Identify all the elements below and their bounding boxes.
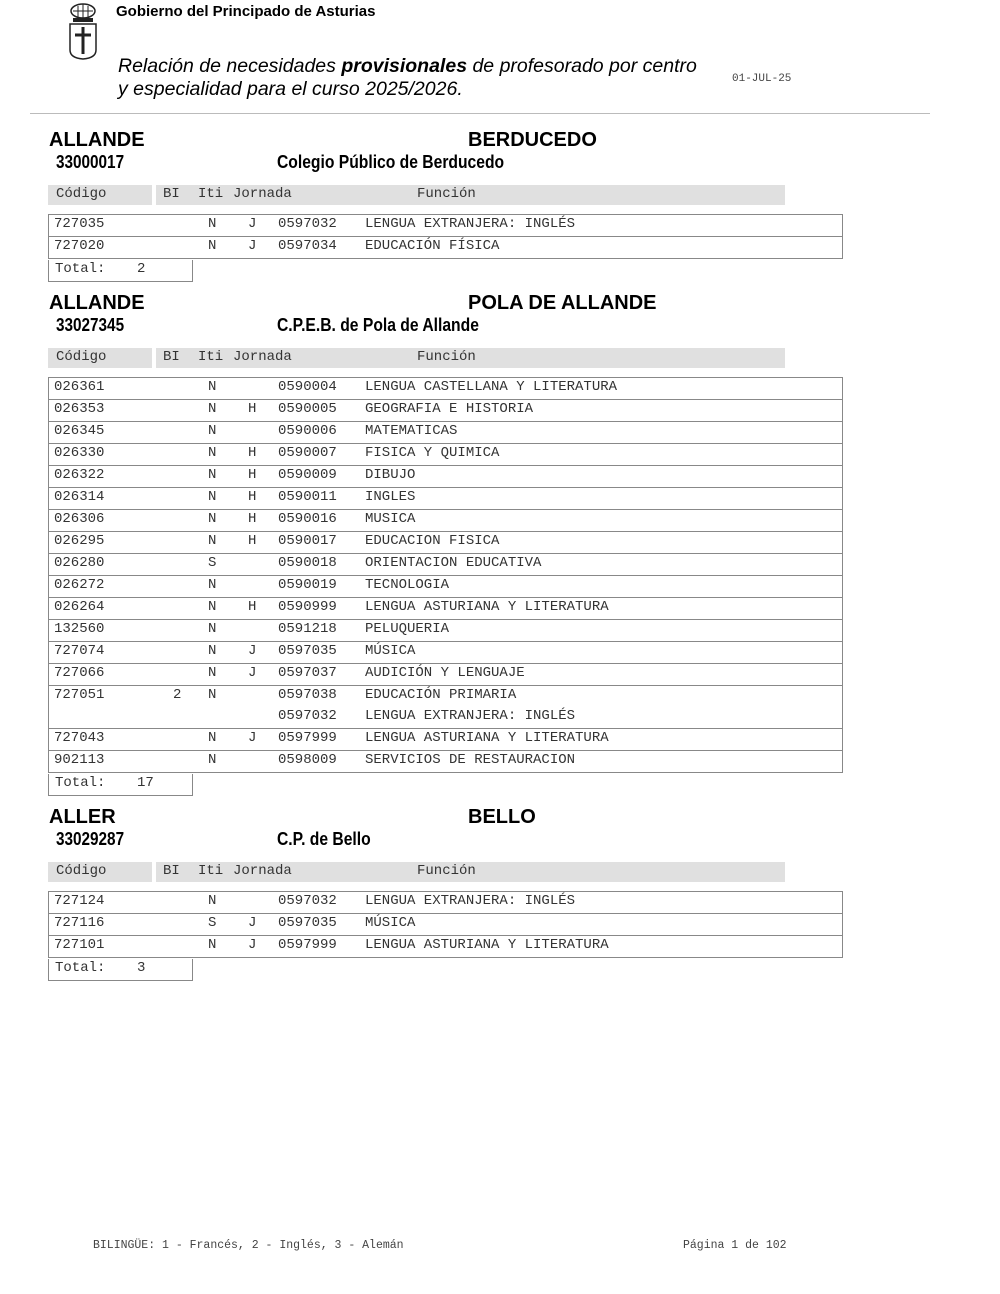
cell-iti: N <box>208 577 217 593</box>
cell-jornada: J <box>248 915 257 931</box>
cell-funcion-name: GEOGRAFIA E HISTORIA <box>365 401 534 417</box>
row-line <box>49 510 842 531</box>
cell-funcion-code: 0597035 <box>278 915 337 931</box>
cell-iti: N <box>208 730 217 746</box>
cell-iti: N <box>208 445 217 461</box>
center-code: 33027345 <box>56 315 125 335</box>
cell-funcion-code: 0598009 <box>278 752 337 768</box>
cell-funcion-name: PELUQUERIA <box>365 621 450 637</box>
cell-funcion-name: LENGUA EXTRANJERA: INGLÉS <box>365 893 576 909</box>
cell-funcion-code: 0590004 <box>278 379 337 395</box>
row-line <box>49 751 842 772</box>
cell-funcion-name: MATEMATICAS <box>365 423 458 439</box>
cell-iti: S <box>208 555 217 571</box>
center-name: Colegio Público de Berducedo <box>277 152 505 172</box>
cell-iti: N <box>208 216 217 232</box>
cell-codigo: 026322 <box>54 467 105 483</box>
cell-funcion-name: TECNOLOGIA <box>365 577 450 593</box>
cell-funcion-name: AUDICIÓN Y LENGUAJE <box>365 665 525 681</box>
cell-funcion-name: EDUCACIÓN PRIMARIA <box>365 687 517 703</box>
locality-name: POLA DE ALLANDE <box>468 292 657 314</box>
total-value: 3 <box>137 960 146 976</box>
cell-funcion-code: 0597032 <box>278 708 337 724</box>
cell-funcion-name: LENGUA ASTURIANA Y LITERATURA <box>365 730 609 746</box>
cell-codigo: 727101 <box>54 937 105 953</box>
cell-codigo: 026306 <box>54 511 105 527</box>
table-row <box>49 728 842 750</box>
cell-iti: N <box>208 599 217 615</box>
cell-iti: N <box>208 621 217 637</box>
cell-jornada: J <box>248 238 257 254</box>
cell-jornada: J <box>248 216 257 232</box>
cell-codigo: 026345 <box>54 423 105 439</box>
cell-funcion-name: LENGUA EXTRANJERA: INGLÉS <box>365 708 576 724</box>
column-header-jornada: Jornada <box>233 186 292 202</box>
cell-funcion-name: LENGUA ASTURIANA Y LITERATURA <box>365 599 609 615</box>
table-row <box>49 750 842 772</box>
needs-table <box>48 891 843 958</box>
cell-funcion-name: LENGUA EXTRANJERA: INGLÉS <box>365 216 576 232</box>
cell-iti: N <box>208 752 217 768</box>
row-line <box>49 664 842 685</box>
column-header-iti: Iti <box>198 863 224 879</box>
center-section <box>0 806 1000 981</box>
cell-funcion-code: 0590006 <box>278 423 337 439</box>
cell-jornada: H <box>248 511 257 527</box>
table-row <box>49 378 842 399</box>
cell-jornada: J <box>248 730 257 746</box>
center-section <box>0 292 1000 796</box>
table-row <box>49 641 842 663</box>
cell-funcion-name: ORIENTACION EDUCATIVA <box>365 555 542 571</box>
cell-funcion-code: 0597032 <box>278 893 337 909</box>
cell-funcion-code: 0590016 <box>278 511 337 527</box>
row-line <box>49 642 842 663</box>
cell-jornada: H <box>248 401 257 417</box>
table-row <box>49 597 842 619</box>
cell-codigo: 727116 <box>54 915 105 931</box>
table-row <box>49 509 842 531</box>
cell-codigo: 727074 <box>54 643 105 659</box>
table-row <box>49 553 842 575</box>
cell-iti: N <box>208 665 217 681</box>
center-section <box>0 129 1000 282</box>
center-code: 33000017 <box>56 152 125 172</box>
column-header-codigo: Código <box>56 186 107 202</box>
column-header-bi: BI <box>163 186 180 202</box>
row-line <box>49 892 842 913</box>
table-row <box>49 443 842 465</box>
row-line <box>49 554 842 575</box>
total-label: Total: <box>55 775 106 791</box>
cell-iti: N <box>208 423 217 439</box>
cell-jornada: H <box>248 467 257 483</box>
cell-funcion-code: 0590007 <box>278 445 337 461</box>
report-date: 01-JUL-25 <box>732 73 792 85</box>
row-line <box>49 378 842 399</box>
cell-funcion-code: 0597999 <box>278 937 337 953</box>
cell-jornada: J <box>248 643 257 659</box>
column-header-codigo: Código <box>56 349 107 365</box>
title-bold: provisionales <box>341 55 468 77</box>
cell-iti: N <box>208 893 217 909</box>
cell-codigo: 026272 <box>54 577 105 593</box>
cell-bi: 2 <box>173 687 182 703</box>
column-header-bar <box>0 862 1000 882</box>
table-row <box>49 575 842 597</box>
column-header-codigo: Código <box>56 863 107 879</box>
cell-funcion-code: 0597037 <box>278 665 337 681</box>
table-row <box>49 892 842 913</box>
cell-codigo: 026330 <box>54 445 105 461</box>
cell-codigo: 026314 <box>54 489 105 505</box>
cell-funcion-code: 0590009 <box>278 467 337 483</box>
cell-funcion-code: 0590011 <box>278 489 337 505</box>
total-box <box>48 959 193 981</box>
cell-jornada: H <box>248 445 257 461</box>
table-row <box>49 685 842 728</box>
cell-iti: S <box>208 915 217 931</box>
cell-funcion-name: MUSICA <box>365 511 416 527</box>
column-header-jornada: Jornada <box>233 349 292 365</box>
row-line <box>49 686 842 707</box>
cell-funcion-code: 0597035 <box>278 643 337 659</box>
row-line <box>49 707 842 728</box>
table-row <box>49 487 842 509</box>
column-header-funcion: Función <box>417 863 476 879</box>
document-title <box>118 55 697 101</box>
needs-table <box>48 214 843 259</box>
table-row <box>49 913 842 935</box>
title-part: de profesorado por centro <box>467 55 697 77</box>
table-row <box>49 236 842 258</box>
municipality-name: ALLANDE <box>49 129 145 151</box>
total-value: 2 <box>137 261 146 277</box>
table-row <box>49 935 842 957</box>
table-row <box>49 663 842 685</box>
row-line <box>49 936 842 957</box>
cell-jornada: H <box>248 533 257 549</box>
title-part: Relación de necesidades <box>118 55 342 77</box>
row-line <box>49 729 842 750</box>
cell-funcion-name: FISICA Y QUIMICA <box>365 445 500 461</box>
total-label: Total: <box>55 960 106 976</box>
needs-table <box>48 377 843 773</box>
cell-jornada: H <box>248 489 257 505</box>
row-line <box>49 914 842 935</box>
column-header-iti: Iti <box>198 186 224 202</box>
column-header-funcion: Función <box>417 349 476 365</box>
row-line <box>49 488 842 509</box>
cell-iti: N <box>208 533 217 549</box>
cell-codigo: 132560 <box>54 621 105 637</box>
table-row <box>49 399 842 421</box>
cell-codigo: 026353 <box>54 401 105 417</box>
column-header-funcion: Función <box>417 186 476 202</box>
cell-codigo: 727051 <box>54 687 105 703</box>
cell-jornada: J <box>248 937 257 953</box>
centers-list <box>0 129 1000 991</box>
table-row <box>49 619 842 641</box>
cell-funcion-code: 0590019 <box>278 577 337 593</box>
center-code: 33029287 <box>56 829 125 849</box>
cell-codigo: 026280 <box>54 555 105 571</box>
cell-codigo: 026295 <box>54 533 105 549</box>
column-header-iti: Iti <box>198 349 224 365</box>
cell-funcion-code: 0590017 <box>278 533 337 549</box>
column-header-bar <box>0 185 1000 205</box>
table-row <box>49 531 842 553</box>
cell-iti: N <box>208 937 217 953</box>
total-box <box>48 260 193 282</box>
cell-funcion-code: 0597038 <box>278 687 337 703</box>
cell-codigo: 727124 <box>54 893 105 909</box>
cell-iti: N <box>208 643 217 659</box>
cell-funcion-code: 0590018 <box>278 555 337 571</box>
row-line <box>49 400 842 421</box>
cell-codigo: 727066 <box>54 665 105 681</box>
cell-jornada: H <box>248 599 257 615</box>
cell-iti: N <box>208 401 217 417</box>
row-line <box>49 444 842 465</box>
cell-iti: N <box>208 379 217 395</box>
total-box <box>48 774 193 796</box>
cell-codigo: 902113 <box>54 752 105 768</box>
cell-jornada: J <box>248 665 257 681</box>
page-number: Página 1 de 102 <box>683 1239 787 1252</box>
cell-codigo: 026361 <box>54 379 105 395</box>
cell-funcion-code: 0591218 <box>278 621 337 637</box>
total-label: Total: <box>55 261 106 277</box>
row-line <box>49 598 842 619</box>
column-header-bi: BI <box>163 863 180 879</box>
table-row <box>49 215 842 236</box>
cell-iti: N <box>208 687 217 703</box>
column-header-bi: BI <box>163 349 180 365</box>
locality-name: BERDUCEDO <box>468 129 597 151</box>
cell-iti: N <box>208 238 217 254</box>
header-divider <box>30 113 930 114</box>
row-line <box>49 576 842 597</box>
coat-of-arms-icon <box>66 2 100 60</box>
cell-funcion-name: MÚSICA <box>365 915 416 931</box>
cell-iti: N <box>208 467 217 483</box>
cell-funcion-code: 0590005 <box>278 401 337 417</box>
cell-funcion-name: MÚSICA <box>365 643 416 659</box>
column-header-jornada: Jornada <box>233 863 292 879</box>
row-line <box>49 620 842 641</box>
center-name: C.P. de Bello <box>277 829 371 849</box>
cell-codigo: 727035 <box>54 216 105 232</box>
table-row <box>49 421 842 443</box>
municipality-name: ALLER <box>49 806 116 828</box>
cell-funcion-name: EDUCACION FISICA <box>365 533 500 549</box>
cell-funcion-name: LENGUA CASTELLANA Y LITERATURA <box>365 379 618 395</box>
cell-funcion-code: 0590999 <box>278 599 337 615</box>
cell-codigo: 727043 <box>54 730 105 746</box>
cell-funcion-code: 0597999 <box>278 730 337 746</box>
cell-funcion-name: INGLES <box>365 489 416 505</box>
center-name: C.P.E.B. de Pola de Allande <box>277 315 479 335</box>
locality-name: BELLO <box>468 806 536 828</box>
cell-funcion-name: EDUCACIÓN FÍSICA <box>365 238 500 254</box>
column-header-bar <box>0 348 1000 368</box>
organization-name: Gobierno del Principado de Asturias <box>116 3 376 20</box>
cell-iti: N <box>208 511 217 527</box>
title-line2: y especialidad para el curso 2025/2026. <box>118 78 463 100</box>
row-line <box>49 215 842 236</box>
row-line <box>49 532 842 553</box>
cell-codigo: 026264 <box>54 599 105 615</box>
cell-iti: N <box>208 489 217 505</box>
municipality-name: ALLANDE <box>49 292 145 314</box>
row-line <box>49 237 842 258</box>
cell-funcion-name: SERVICIOS DE RESTAURACION <box>365 752 576 768</box>
cell-funcion-name: LENGUA ASTURIANA Y LITERATURA <box>365 937 609 953</box>
cell-funcion-code: 0597032 <box>278 216 337 232</box>
total-value: 17 <box>137 775 154 791</box>
cell-codigo: 727020 <box>54 238 105 254</box>
table-row <box>49 465 842 487</box>
bilingual-legend: BILINGÜE: 1 - Francés, 2 - Inglés, 3 - Alemán <box>93 1239 404 1252</box>
cell-funcion-name: DIBUJO <box>365 467 416 483</box>
row-line <box>49 466 842 487</box>
row-line <box>49 422 842 443</box>
cell-funcion-code: 0597034 <box>278 238 337 254</box>
